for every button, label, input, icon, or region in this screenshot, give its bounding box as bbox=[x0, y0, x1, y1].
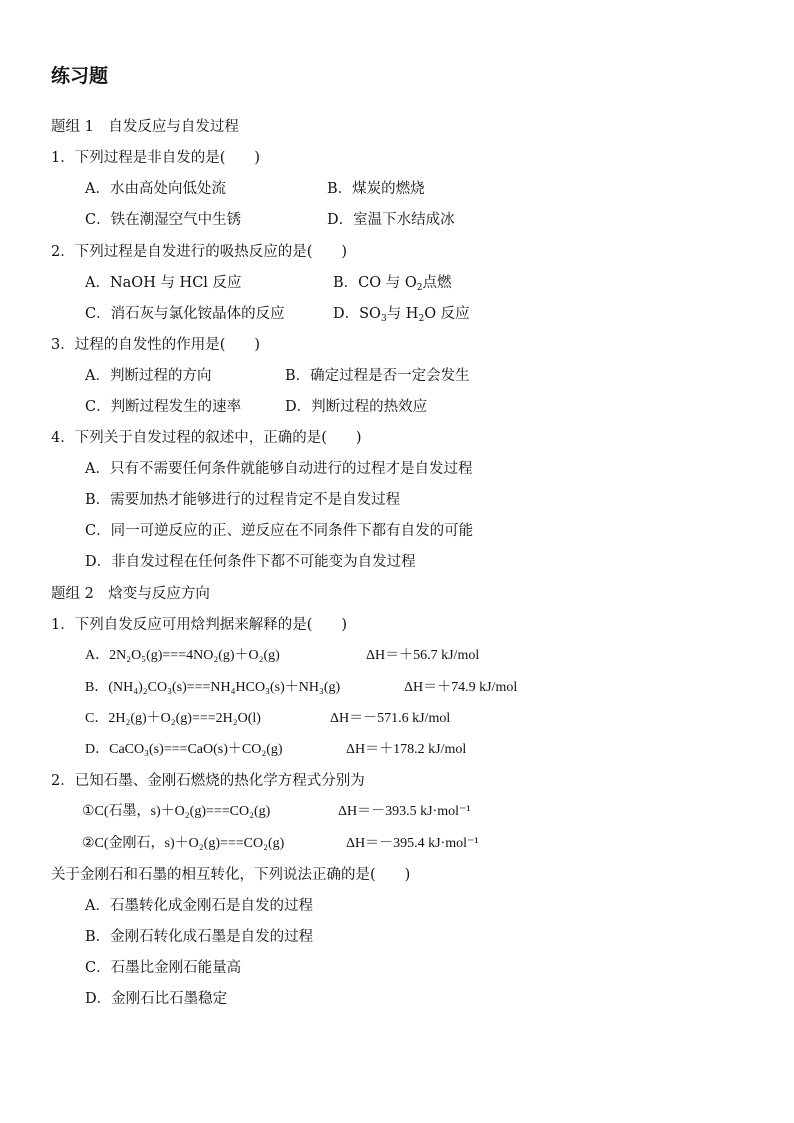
equation-1: ①C(石墨，s)＋O₂(g)===CO₂(g) bbox=[82, 804, 271, 819]
option-c: C．石墨比金刚石能量高 bbox=[85, 960, 242, 976]
option-d: D．非自发过程在任何条件下都不可能变为自发过程 bbox=[85, 554, 416, 570]
option-c: C．消石灰与氯化铵晶体的反应 bbox=[85, 306, 285, 322]
option-a-equation: A．2N₂O₅(g)===4NO₂(g)＋O₂(g) bbox=[85, 648, 280, 663]
option-d: D．金刚石比石墨稳定 bbox=[85, 991, 228, 1007]
option-a: A．只有不需要任何条件就能够自动进行的过程才是自发过程 bbox=[85, 461, 473, 477]
option-b-equation: B．(NH₄)₂CO₃(s)===NH₄HCO₃(s)＋NH₃(g) bbox=[85, 680, 341, 695]
equation-1-enthalpy: ΔH＝－393.5 kJ·mol⁻¹ bbox=[338, 804, 471, 819]
option-b: B．确定过程是否一定会发生 bbox=[285, 368, 470, 384]
question-stem: 4．下列关于自发过程的叙述中，正确的是( ) bbox=[51, 430, 362, 446]
option-c-enthalpy: ΔH＝－571.6 kJ/mol bbox=[330, 711, 451, 726]
option-b: B．煤炭的燃烧 bbox=[327, 181, 425, 197]
question-stem: 3．过程的自发性的作用是( ) bbox=[51, 337, 261, 353]
question-stem: 2．已知石墨、金刚石燃烧的热化学方程式分别为 bbox=[51, 773, 365, 789]
question-stem: 2．下列过程是自发进行的吸热反应的是( ) bbox=[51, 244, 348, 260]
option-d: D．判断过程的热效应 bbox=[285, 399, 428, 415]
option-b: B．CO 与 $O_2$点燃 bbox=[333, 275, 452, 293]
option-d: D．$SO_3$与 $H_2O$ 反应 bbox=[333, 306, 470, 324]
option-b-enthalpy: ΔH＝＋74.9 kJ/mol bbox=[404, 680, 518, 695]
equation-2-enthalpy: ΔH＝－395.4 kJ·mol⁻¹ bbox=[346, 836, 479, 851]
option-a-enthalpy: ΔH＝＋56.7 kJ/mol bbox=[366, 648, 480, 663]
option-d: D．室温下水结成冰 bbox=[327, 212, 455, 228]
question-stem: 1．下列自发反应可用焓判据来解释的是( ) bbox=[51, 617, 348, 633]
option-c: C．判断过程发生的速率 bbox=[85, 399, 242, 415]
option-a: A．NaOH 与 HCl 反应 bbox=[85, 275, 242, 291]
question-ask: 关于金刚石和石墨的相互转化，下列说法正确的是( ) bbox=[51, 867, 411, 883]
option-c: C．同一可逆反应的正、逆反应在不同条件下都有自发的可能 bbox=[85, 523, 474, 539]
question-stem: 1．下列过程是非自发的是( ) bbox=[51, 150, 261, 166]
option-d-enthalpy: ΔH＝＋178.2 kJ/mol bbox=[346, 742, 467, 757]
option-d-equation: D．CaCO₃(s)===CaO(s)＋CO₂(g) bbox=[85, 742, 283, 757]
option-c-equation: C．2H₂(g)＋O₂(g)===2H₂O(l) bbox=[85, 711, 261, 726]
option-a: A．水由高处向低处流 bbox=[85, 181, 226, 197]
option-b: B．金刚石转化成石墨是自发的过程 bbox=[85, 929, 314, 945]
option-b: B．需要加热才能够进行的过程肯定不是自发过程 bbox=[85, 492, 401, 508]
equation-2: ②C(金刚石，s)＋O₂(g)===CO₂(g) bbox=[82, 836, 285, 851]
option-a: A．判断过程的方向 bbox=[85, 368, 212, 384]
group-heading: 题组 1 自发反应与自发过程 bbox=[51, 119, 239, 135]
page-title: 练习题 bbox=[51, 65, 109, 87]
group-heading: 题组 2 焓变与反应方向 bbox=[51, 586, 210, 602]
option-c: C．铁在潮湿空气中生锈 bbox=[85, 212, 242, 228]
option-a: A．石墨转化成金刚石是自发的过程 bbox=[85, 898, 313, 914]
